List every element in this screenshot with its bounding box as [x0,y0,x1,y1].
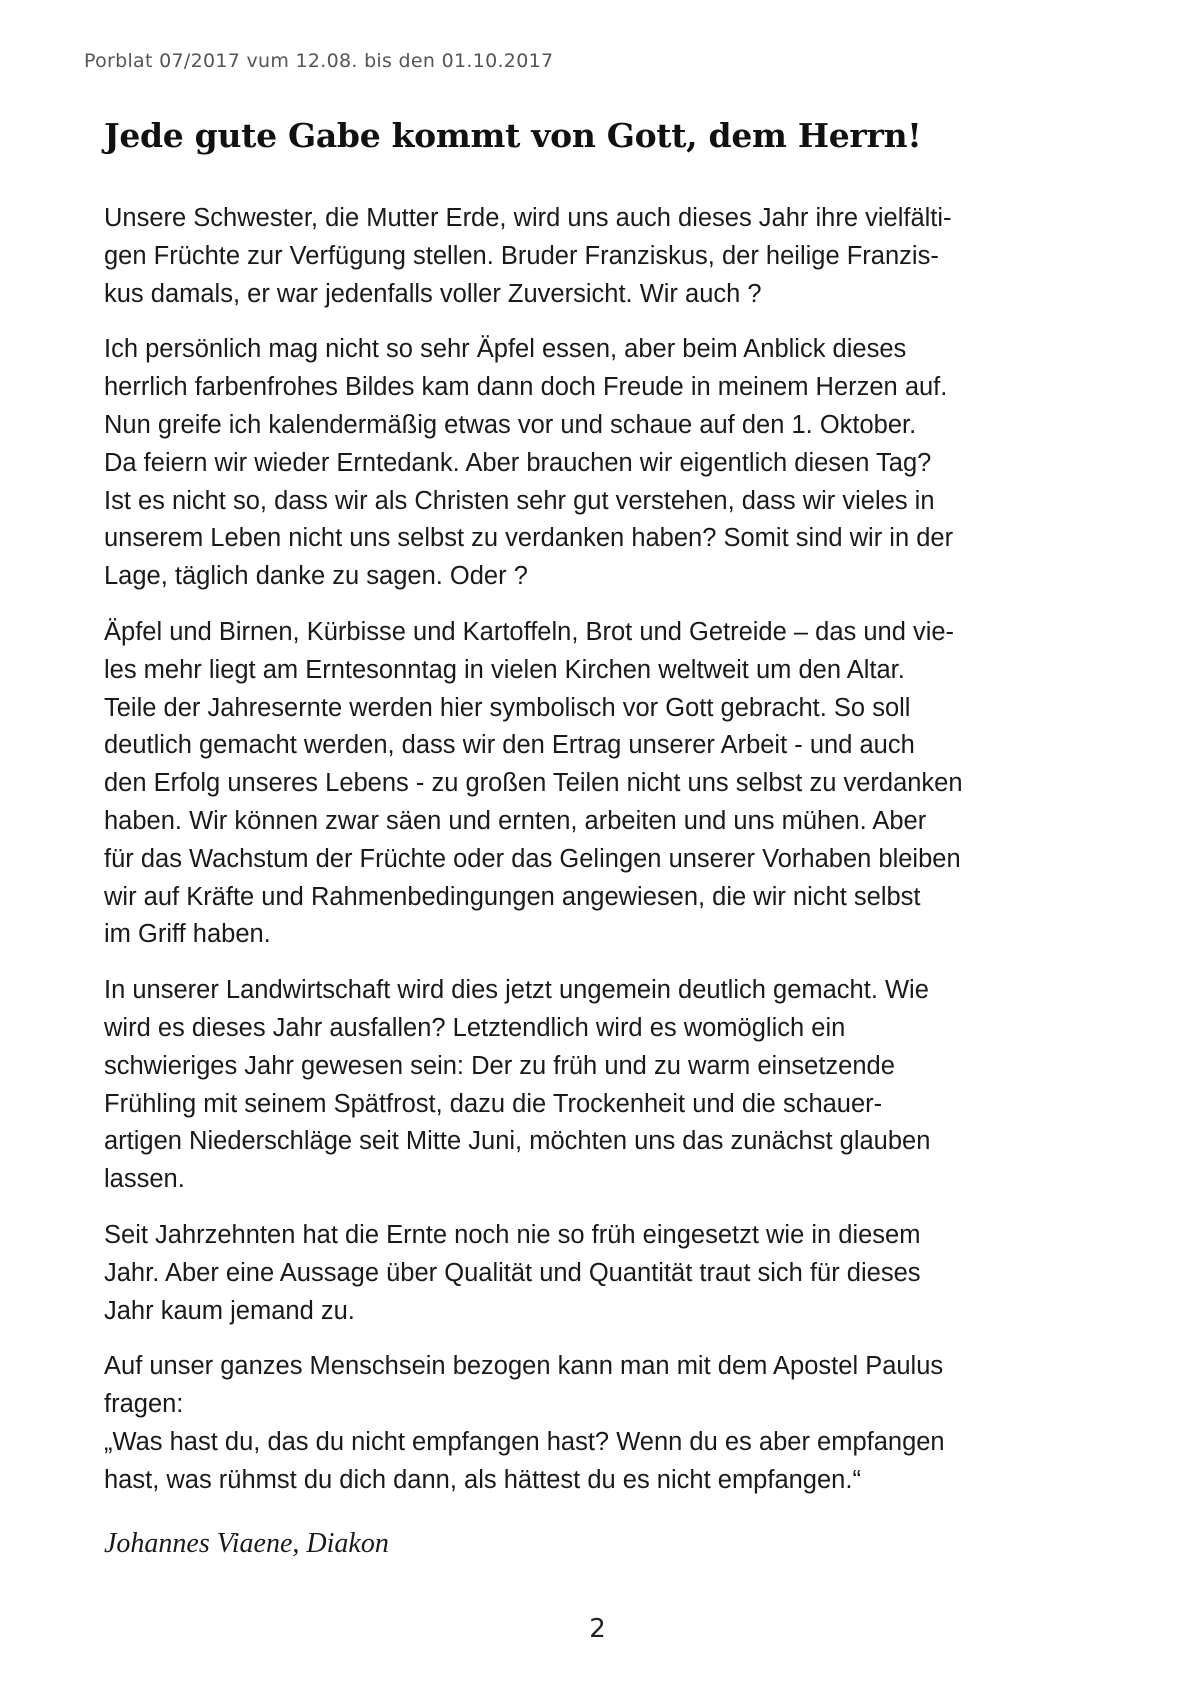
text-line: deutlich gemacht werden, dass wir den Ertrag unserer Arbeit - und auch [104,731,915,760]
author-signature: Johannes Viaene, Diakon [104,1528,389,1559]
text-line: les mehr liegt am Erntesonntag in vielen Kirchen weltweit um den Altar. [104,655,905,684]
text-line: den Erfolg unseres Lebens - zu großen Teilen nicht uns selbst zu verdanken [104,769,963,798]
paragraph-6 [104,1348,1114,1499]
text-line: fragen: [104,1390,184,1419]
text-line: haben. Wir können zwar säen und ernten, arbeiten und uns mühen. Aber [104,806,927,835]
paragraph-5 [104,1217,1114,1330]
text-line: Frühling mit seinem Spätfrost, dazu die Trockenheit und die schauer- [104,1089,883,1118]
text-line: Ist es nicht so, dass wir als Christen sehr gut verstehen, dass wir vieles in [104,486,935,515]
paragraph-1 [104,200,1114,313]
text-line: für das Wachstum der Früchte oder das Gelingen unserer Vorhaben bleiben [104,844,961,873]
text-line: schwieriges Jahr gewesen sein: Der zu früh und zu warm einsetzende [104,1051,895,1080]
text-line: artigen Niederschläge seit Mitte Juni, möchten uns das zunächst glauben [104,1127,931,1156]
text-line: kus damals, er war jedenfalls voller Zuversicht. Wir auch ? [104,279,762,308]
paragraph-4 [104,972,1114,1199]
text-line: Auf unser ganzes Menschsein bezogen kann man mit dem Apostel Paulus [104,1352,944,1381]
quote-line: „Was hast du, das du nicht empfangen hast? Wenn du es aber empfangen [104,1427,945,1456]
paragraph-3 [104,614,1114,954]
article-title: Jede gute Gabe kommt von Gott, dem Herrn! [104,116,922,155]
text-line: Seit Jahrzehnten hat die Ernte noch nie so früh eingesetzt wie in diesem [104,1220,921,1249]
text-line: Lage, täglich danke zu sagen. Oder ? [104,562,528,591]
page-number: 2 [589,1614,606,1644]
text-line: im Griff haben. [104,920,271,949]
text-line: Nun greife ich kalendermäßig etwas vor und schaue auf den 1. Oktober. [104,410,917,439]
text-line: lassen. [104,1165,185,1194]
text-line: herrlich farbenfrohes Bildes kam dann doch Freude in meinem Herzen auf. [104,373,948,402]
text-line: gen Früchte zur Verfügung stellen. Bruder Franziskus, der heilige Franzis- [104,241,939,270]
text-line: Da feiern wir wieder Erntedank. Aber brauchen wir eigentlich diesen Tag? [104,448,932,477]
text-line: Unsere Schwester, die Mutter Erde, wird uns auch dieses Jahr ihre vielfälti- [104,204,952,232]
text-line: Jahr. Aber eine Aussage über Qualität und Quantität traut sich für dieses [104,1258,921,1287]
text-line: In unserer Landwirtschaft wird dies jetzt ungemein deutlich gemacht. Wie [104,976,929,1005]
text-line: Teile der Jahresernte werden hier symbolisch vor Gott gebracht. So soll [104,693,911,722]
text-line: wir auf Kräfte und Rahmenbedingungen angewiesen, die wir nicht selbst [104,882,921,911]
paragraph-2 [104,331,1114,596]
article-body [104,200,1114,1518]
text-line: Jahr kaum jemand zu. [104,1296,355,1325]
page-header: Porblat 07/2017 vum 12.08. bis den 01.10.2017 [84,50,554,72]
text-line: wird es dieses Jahr ausfallen? Letztendlich wird es womöglich ein [104,1013,846,1042]
text-line: Ich persönlich mag nicht so sehr Äpfel essen, aber beim Anblick dieses [104,335,907,364]
quote-line: hast, was rühmst du dich dann, als hättest du es nicht empfangen.“ [104,1465,861,1494]
text-line: Äpfel und Birnen, Kürbisse und Kartoffeln, Brot und Getreide – das und vie- [104,617,955,646]
text-line: unserem Leben nicht uns selbst zu verdanken haben? Somit sind wir in der [104,524,954,553]
